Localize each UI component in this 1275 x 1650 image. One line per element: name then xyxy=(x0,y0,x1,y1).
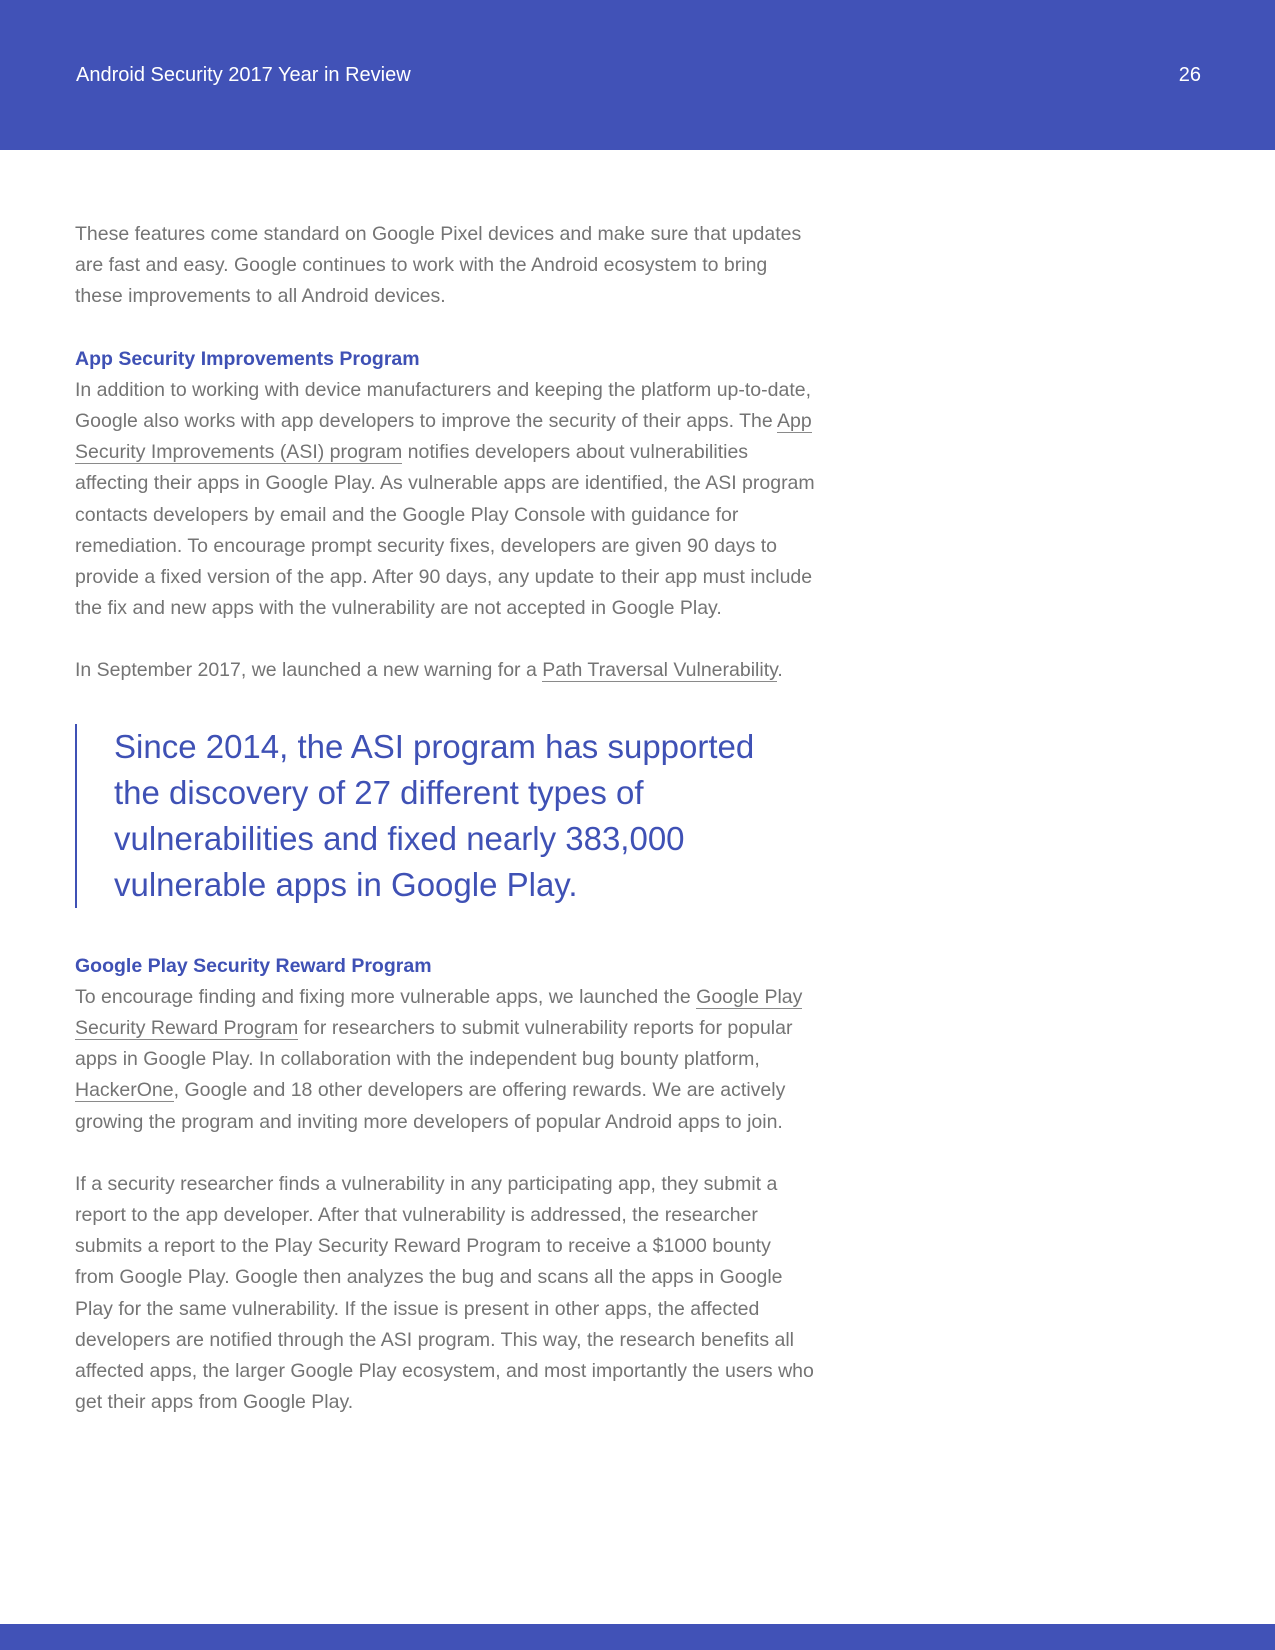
reward-p1-text-mid: for researchers to submit vulnerability reports for popular apps in Google Play. In collaboration with the independent bug bounty platform, xyxy=(75,1017,793,1071)
reward-p1-text-before: To encourage finding and fixing more vulnerable apps, we launched the xyxy=(75,985,697,1008)
reward-paragraph-2: If a security researcher finds a vulnerability in any participating app, they submit a report to the app developer. After that vulnerability is addressed, the researcher submits a report to the Play Security Reward Program to receive a $1000 bounty from Google Play. Google then analyzes the bug and scans all the apps in Google Play for the same vulnerability. If the issue is present in other apps, the affected developers are notified through the ASI program. This way, the research benefits all affected apps, the larger Google Play ecosystem, and most importantly the users who get their apps from Google Play. xyxy=(75,1172,814,1414)
path-traversal-link[interactable]: Path Traversal Vulnerability xyxy=(542,659,778,682)
asi-paragraph-1 xyxy=(75,375,815,625)
asi-program-link[interactable]: App Security Improvements (ASI) program xyxy=(75,410,812,464)
asi-paragraph-2 xyxy=(75,655,815,686)
document-title: Android Security 2017 Year in Review xyxy=(76,64,411,86)
page-number: 26 xyxy=(1178,64,1201,86)
page-header xyxy=(0,0,1275,150)
hackerone-link[interactable]: HackerOne xyxy=(75,1079,174,1102)
asi-heading: App Security Improvements Program xyxy=(75,347,420,370)
page-content xyxy=(75,219,815,1449)
reward-heading: Google Play Security Reward Program xyxy=(75,954,432,977)
reward-program-link[interactable]: Google Play Security Reward Program xyxy=(75,985,803,1040)
reward-p1-text-after: , Google and 18 other developers are offering rewards. We are actively growing the program and inviting more developers of popular Android apps to join. xyxy=(75,1079,786,1133)
asi-p1-text-after: notifies developers about vulnerabilities affecting their apps in Google Play. As vulnerable apps are identified, the ASI program contacts developers by email and the Google Play Console with guidance for remediation. To encourage prompt security fixes, developers are given 90 days to provide a fixed version of the app. After 90 days, any update to their app must include the fix and new apps with the vulnerability are not accepted in Google Play. xyxy=(75,441,815,620)
asi-p2-text-before: In September 2017, we launched a new warning for a xyxy=(75,659,543,682)
page-footer-bar xyxy=(0,1624,1275,1650)
asi-p1-text-before: In addition to working with device manufacturers and keeping the platform up-to-date, Google also works with app developers to improve the security of their apps. The xyxy=(75,378,812,433)
intro-paragraph: These features come standard on Google Pixel devices and make sure that updates are fast and easy. Google continues to work with the Android ecosystem to bring these improvements to all Android devices. xyxy=(75,223,802,308)
asi-p2-text-after: . xyxy=(777,659,783,682)
reward-paragraph-1 xyxy=(75,982,815,1138)
pull-quote: Since 2014, the ASI program has supported the discovery of 27 different types of vulnerabilities and fixed nearly 383,000 vulnerable apps in Google Play. xyxy=(75,724,794,908)
